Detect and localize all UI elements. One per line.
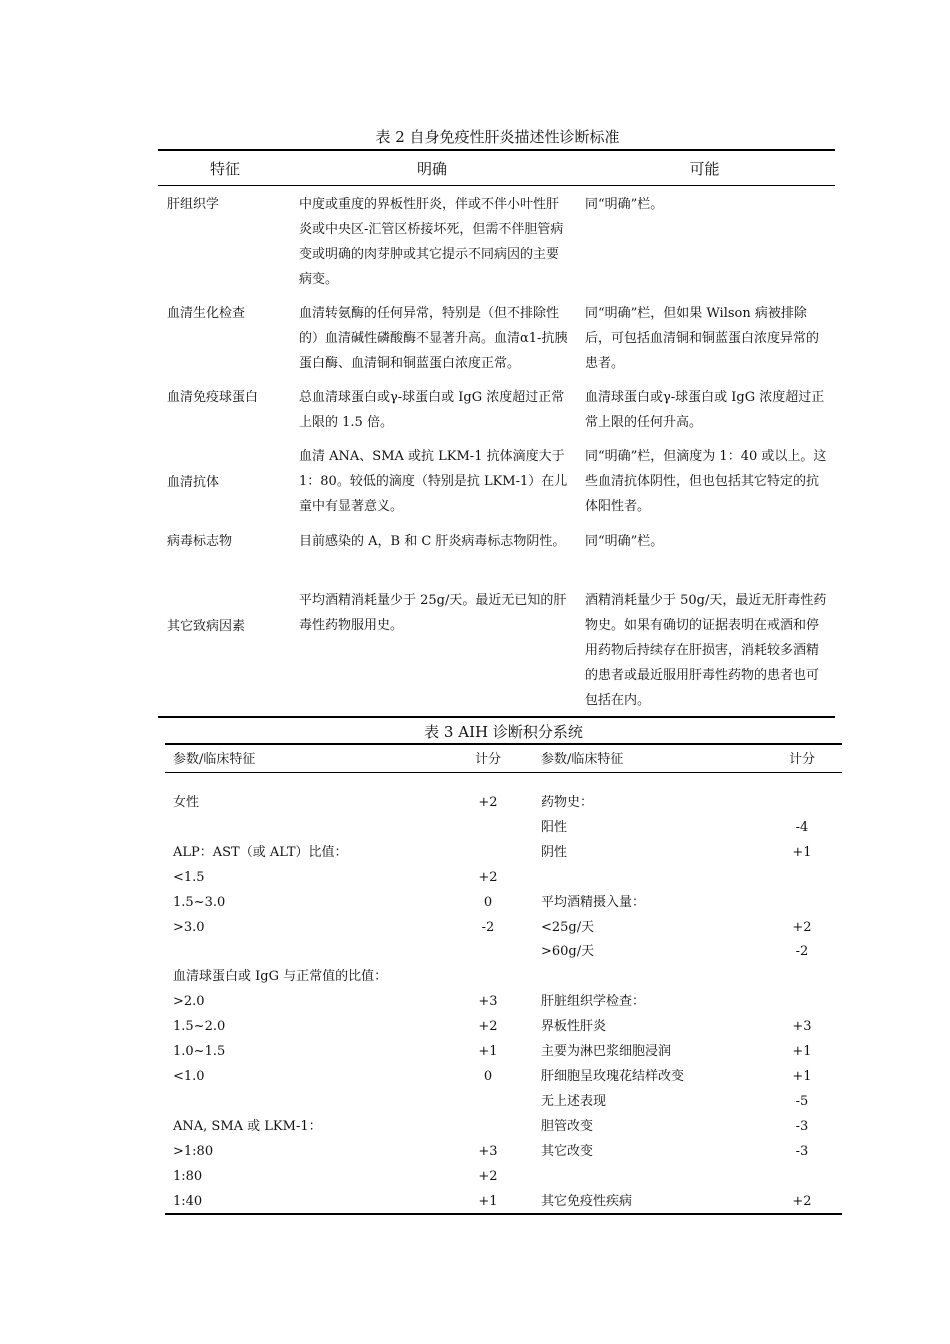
table3-right-score: +2 [792,920,812,935]
table3-left-label: 1.0~1.5 [173,1044,226,1059]
table2-row-feature: 病毒标志物 [167,534,233,549]
table3-left-label: 血清球蛋白或 IgG 与正常值的比值： [173,969,388,984]
table2-row-probable: 同“明确”栏，但如果 Wilson 病被排除后，可包括血清铜和铜蓝蛋白浓度异常的患者。 [585,306,820,371]
table3-caption: 表 3 AIH 诊断积分系统 [424,723,583,741]
table2-row-definite: 平均酒精消耗量少于 25g/天。最近无已知的肝毒性药物服用史。 [299,593,567,633]
table3-left-score: +1 [478,1044,498,1059]
table3-left-label: <1.0 [173,1069,205,1084]
table3-right-label: 药物史： [541,795,594,810]
table3-left-label: 女性 [173,795,200,810]
table3-right-label: 主要为淋巴浆细胞浸润 [541,1044,672,1059]
table3-right-score: -3 [795,1144,809,1159]
table2-row-definite: 血清 ANA、SMA 或抗 LKM-1 抗体滴度大于 1：80。较低的滴度（特别是抗 LKM-1）在儿童中有显著意义。 [299,449,568,514]
table2-row-definite: 血清转氨酶的任何异常，特别是（但不排除性的）血清碱性磷酸酶不显著升高。血清α1-抗胰蛋白酶、血清铜和铜蓝蛋白浓度正常。 [299,306,568,371]
table2-row-probable: 酒精消耗量少于 50g/天，最近无肝毒性药物史。如果有确切的证据表明在戒酒和停用药物后持续存在肝损害，消耗较多酒精的患者或最近服用肝毒性药物的患者也可包括在内。 [585,593,827,708]
table3-left-label: ALP：AST（或 ALT）比值： [173,845,348,860]
table3-left-label: 1:80 [173,1169,203,1184]
table3-header-param-right: 参数/临床特征 [541,752,624,767]
table3-bottom-rule [165,1213,842,1215]
table3-right-label: 界板性肝炎 [541,1019,607,1034]
table3-right-score: -5 [795,1094,809,1109]
table3-left-score: 0 [483,895,493,910]
table2-row-probable: 血清球蛋白或γ-球蛋白或 IgG 浓度超过正常上限的任何升高。 [585,390,825,430]
table3-left-label: 1:40 [173,1194,203,1209]
table2-row-probable: 同“明确”栏。 [585,534,664,549]
table3-left-score: +2 [478,1169,498,1184]
table2-row-feature: 血清免疫球蛋白 [167,390,259,405]
table3-top-rule [165,743,842,745]
table3-right-label: >60g/天 [541,944,595,959]
table2-header-probable: 可能 [689,160,720,178]
table3-left-label: >1:80 [173,1144,214,1159]
table3-header-score-left: 计分 [474,752,501,767]
table3-header-score-right: 计分 [788,752,815,767]
table2-row-feature: 血清抗体 [167,475,220,490]
table3-right-score: +1 [792,845,812,860]
table3-header-param-left: 参数/临床特征 [173,752,256,767]
table2-row-definite: 总血清球蛋白或γ-球蛋白或 IgG 浓度超过正常上限的 1.5 倍。 [299,390,565,430]
table2-row-probable: 同“明确”栏，但滴度为 1：40 或以上。这些血清抗体阴性，但也包括其它特定的抗体阳性者。 [585,449,827,514]
table3-right-label: 其它免疫性疾病 [541,1194,633,1209]
table3-right-label: 胆管改变 [541,1119,594,1134]
table2-row-feature: 肝组织学 [167,197,220,212]
table2-caption: 表 2 自身免疫性肝炎描述性诊断标准 [375,128,620,146]
table3-left-label: >2.0 [173,994,205,1009]
table2-bottom-rule [158,716,835,718]
table3-right-score: +2 [792,1194,812,1209]
table3-right-label: 肝细胞呈玫瑰花结样改变 [541,1069,685,1084]
table3-right-label: 其它改变 [541,1144,594,1159]
table3-right-score: -2 [795,944,809,959]
table3-left-score: -2 [481,920,495,935]
table3-left-label: ANA, SMA 或 LKM-1： [173,1119,322,1134]
table2-row-feature: 血清生化检查 [167,306,246,321]
table3-right-score: +3 [792,1019,812,1034]
table3-header-rule [165,772,842,773]
table3-left-score: +2 [478,1019,498,1034]
table3-left-label: >3.0 [173,920,205,935]
table3-left-score: 0 [483,1069,493,1084]
table2-row-probable: 同“明确”栏。 [585,197,664,212]
table3-left-label: 1.5~3.0 [173,895,226,910]
table3-right-score: -3 [795,1119,809,1134]
table3-right-label: 肝脏组织学检查： [541,994,646,1009]
table3-right-label: 阴性 [541,845,568,860]
table3-left-score: +2 [478,870,498,885]
table3-right-label: 无上述表现 [541,1094,607,1109]
table3-left-score: +3 [478,1144,498,1159]
table3-right-score: -4 [795,820,809,835]
table2-row-definite: 目前感染的 A，B 和 C 肝炎病毒标志物阴性。 [299,534,566,549]
table2-header-definite: 明确 [416,160,447,178]
table3-left-score: +3 [478,994,498,1009]
table3-right-score: +1 [792,1069,812,1084]
table2-top-rule [158,149,835,151]
table2-row-definite: 中度或重度的界板性肝炎，伴或不伴小叶性肝炎或中央区-汇管区桥接坏死，但需不伴胆管病变或明确的肉芽肿或其它提示不同病因的主要病变。 [299,197,564,287]
table3-right-label: <25g/天 [541,920,595,935]
table3-left-score: +2 [478,795,498,810]
table3-right-label: 阳性 [541,820,568,835]
table2-header-feature: 特征 [209,160,240,178]
table3-left-label: 1.5~2.0 [173,1019,226,1034]
table3-right-label: 平均酒精摄入量： [541,895,646,910]
table2-row-feature: 其它致病因素 [167,619,246,634]
table3-left-score: +1 [478,1194,498,1209]
table2-header-rule [158,185,835,186]
table3-right-score: +1 [792,1044,812,1059]
table3-left-label: <1.5 [173,870,205,885]
